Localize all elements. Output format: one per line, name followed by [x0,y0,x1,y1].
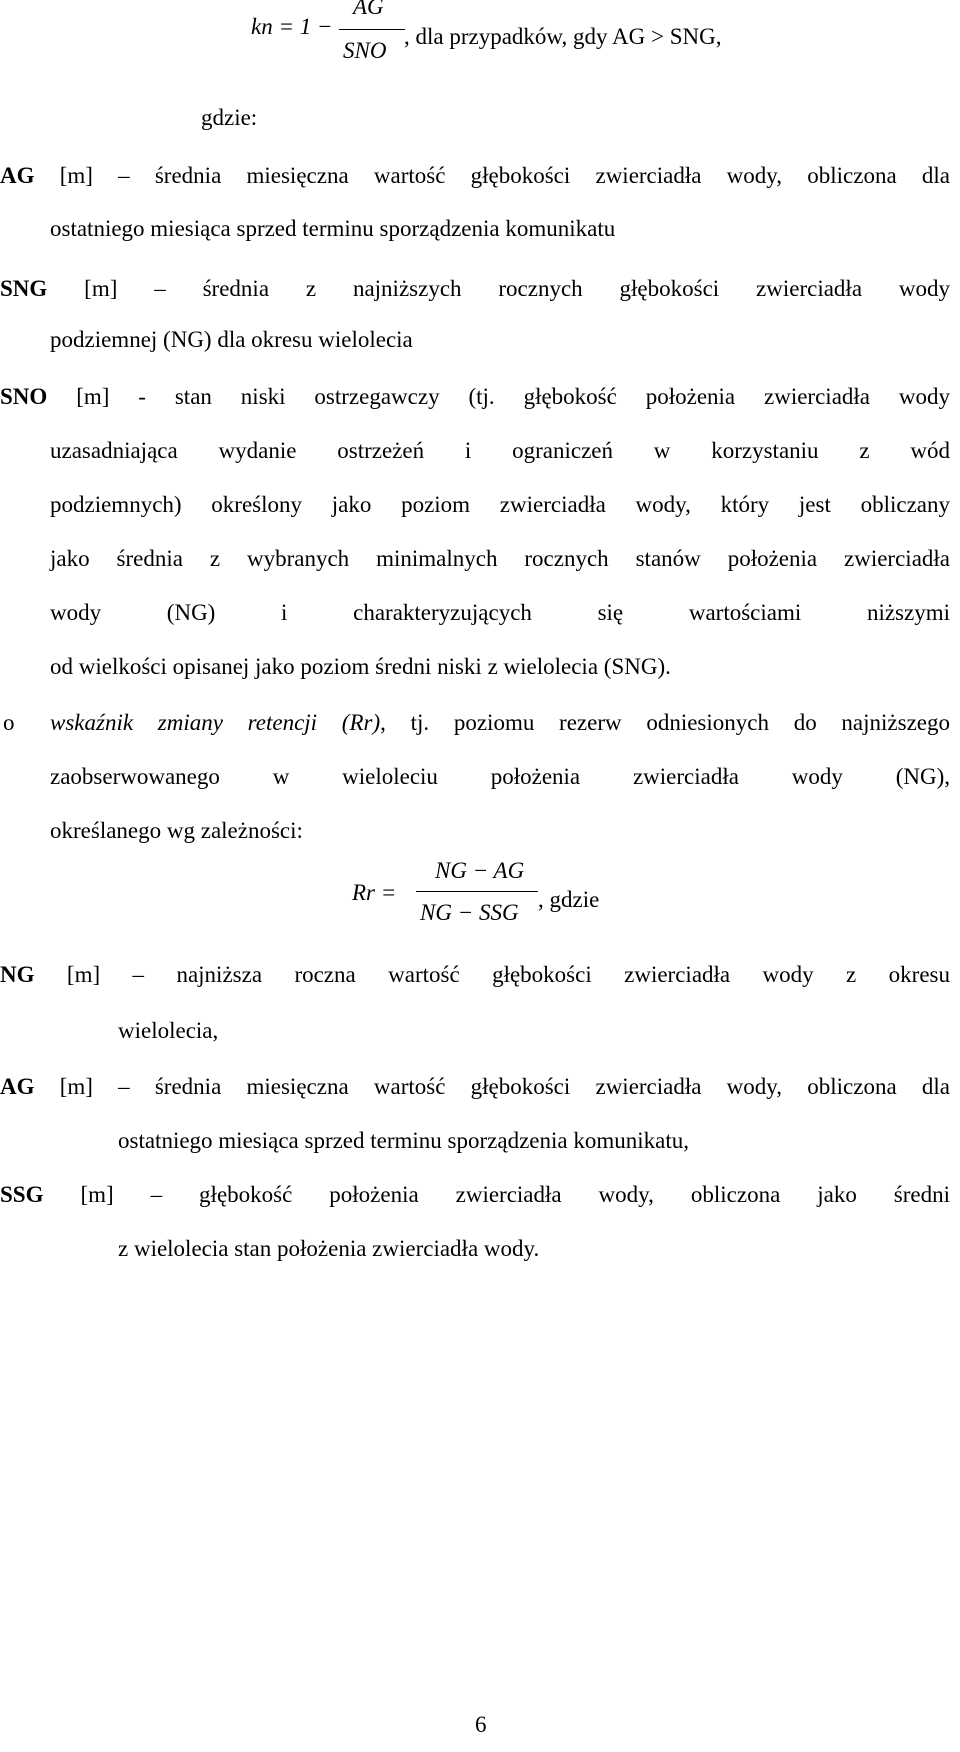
formula-kn-lhs: kn = 1 − [251,14,333,39]
bullet-marker: o [3,710,15,735]
bullet-text: określanego wg zależności: [50,818,303,843]
definition-line [0,276,950,302]
definition-term: AG [0,163,35,188]
definition-text: [m] – średnia miesięczna wartość głębokości zwierciadła wody, obliczona dla [59,163,950,188]
formula-kn-condition: , dla przypadków, gdy AG > SNG, [404,24,722,49]
definition-text: uzasadniająca wydanie ostrzeżeń i ograniczeń w korzystaniu z wód [50,438,950,463]
bullet-text: zaobserwowanego w wieloleciu położenia zwierciadła wody (NG), [50,764,950,789]
definition-line [0,384,950,410]
definition-text: ostatniego miesiąca sprzed terminu sporządzenia komunikatu, [118,1128,689,1153]
formula-rr-suffix: , gdzie [538,887,600,912]
definition-text: z wielolecia stan położenia zwierciadła wody. [118,1236,540,1261]
fraction-bar [339,29,405,30]
definition-text: wody (NG) i charakteryzujących się wartościami niższymi [50,600,950,625]
definition-line [0,163,950,189]
definition-term: AG [0,1074,35,1099]
definition-text: [m] – najniższa roczna wartość głębokości zwierciadła wody z okresu [66,962,950,987]
definition-line [0,962,950,988]
definition-text: jako średnia z wybranych minimalnych rocznych stanów położenia zwierciadła [50,546,950,571]
definition-term: SNO [0,384,48,409]
definition-line [0,1074,950,1100]
formula-rr-lhs: Rr = [352,880,397,905]
definition-text: podziemnej (NG) dla okresu wielolecia [50,327,413,352]
fraction-bar [416,891,538,892]
definition-text: podziemnych) określony jako poziom zwierciadła wody, który jest obliczany [50,492,950,517]
definition-text: [m] - stan niski ostrzegawczy (tj. głębokość położenia zwierciadła wody [76,384,951,409]
definition-term: SNG [0,276,48,301]
formula-kn-numerator: AG [353,0,384,19]
definition-text: ostatniego miesiąca sprzed terminu sporządzenia komunikatu [50,216,616,241]
formula-rr-denominator: NG − SSG [420,900,519,925]
definition-text: [m] – średnia z najniższych rocznych głębokości zwierciadła wody [84,276,950,301]
page-number: 6 [475,1712,487,1737]
definition-term: NG [0,962,35,987]
definition-text: [m] – średnia miesięczna wartość głębokości zwierciadła wody, obliczona dla [59,1074,950,1099]
definition-line [0,1182,950,1208]
definition-text: [m] – głębokość położenia zwierciadła wody, obliczona jako średni [80,1182,950,1207]
definition-text: od wielkości opisanej jako poziom średni niski z wielolecia (SNG). [50,654,671,679]
formula-kn-denominator: SNO [343,38,387,63]
gdzie-label: gdzie: [201,105,258,130]
definition-text: wielolecia, [118,1018,219,1043]
definition-term: SSG [0,1182,44,1207]
bullet-italic-term: wskaźnik zmiany retencji (Rr) [50,710,381,735]
bullet-line [50,710,950,736]
formula-rr-numerator: NG − AG [435,858,525,883]
bullet-text: , tj. poziomu rezerw odniesionych do najniższego [380,710,950,735]
